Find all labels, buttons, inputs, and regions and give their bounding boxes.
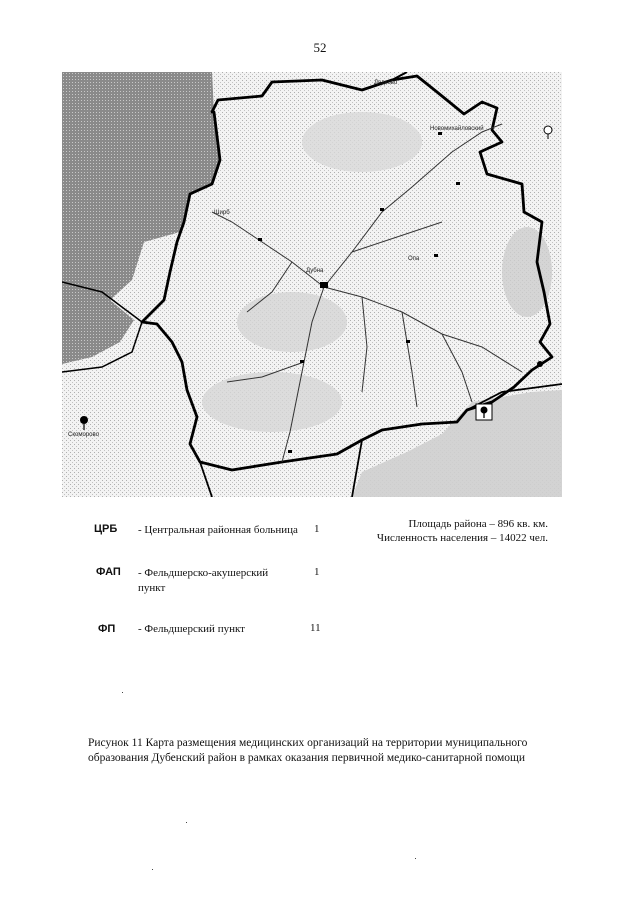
map-label-mid-east: Опа <box>408 256 420 262</box>
district-population: Численность населения – 14022 чел. <box>376 532 548 544</box>
map-svg <box>62 72 562 497</box>
settlement-dot <box>258 238 262 241</box>
hospital-marker-icon <box>476 404 492 420</box>
legend-code-fap: ФАП <box>96 566 121 578</box>
legend-count-crb: 1 <box>314 523 320 535</box>
forest-east <box>502 227 552 317</box>
figure-caption: Рисунок 11 Карта размещения медицинских организаций на территории муниципального образования Дубенский район в рамках оказания первичной медико-санитарной помощи <box>88 737 528 764</box>
map-label-mid-west: Ширб <box>214 210 230 216</box>
settlement-dot <box>406 340 410 343</box>
pin-marker-icon <box>537 361 543 367</box>
settlement-dot <box>438 132 442 135</box>
legend-code-crb: ЦРБ <box>94 523 118 535</box>
legend-count-fap: 1 <box>314 566 320 578</box>
scan-speck <box>122 692 123 693</box>
legend-count-fp: 11 <box>310 622 321 634</box>
legend-description-fp: - Фельдшерский пункт <box>138 623 245 635</box>
settlement-dot <box>320 282 328 288</box>
map-label-northeast-village: Новомихайловский <box>430 126 484 132</box>
settlement-dot <box>288 450 292 453</box>
page-number: 52 <box>313 40 327 55</box>
scan-speck <box>152 869 153 870</box>
district-area: Площадь района – 896 кв. км. <box>408 518 548 530</box>
scan-speck <box>186 822 187 823</box>
map-label-center: Дубна <box>306 268 324 274</box>
legend-code-fp: ФП <box>98 623 116 635</box>
legend-description-crb: - Центральная районная больница <box>138 524 298 536</box>
settlement-dot <box>300 360 304 363</box>
forest-center-west <box>237 292 347 352</box>
map-label-west-village: Скоморово <box>68 432 99 438</box>
settlement-dot <box>380 208 384 211</box>
forest-north <box>302 112 422 172</box>
district-map <box>62 72 562 497</box>
settlement-dot <box>456 182 460 185</box>
forest-south <box>202 372 342 432</box>
scan-speck <box>415 858 416 859</box>
settlement-dot <box>434 254 438 257</box>
legend-description-fap: - Фельдшерско-акушерский пункт <box>138 567 269 594</box>
map-label-top-village: Дедково <box>374 80 398 86</box>
